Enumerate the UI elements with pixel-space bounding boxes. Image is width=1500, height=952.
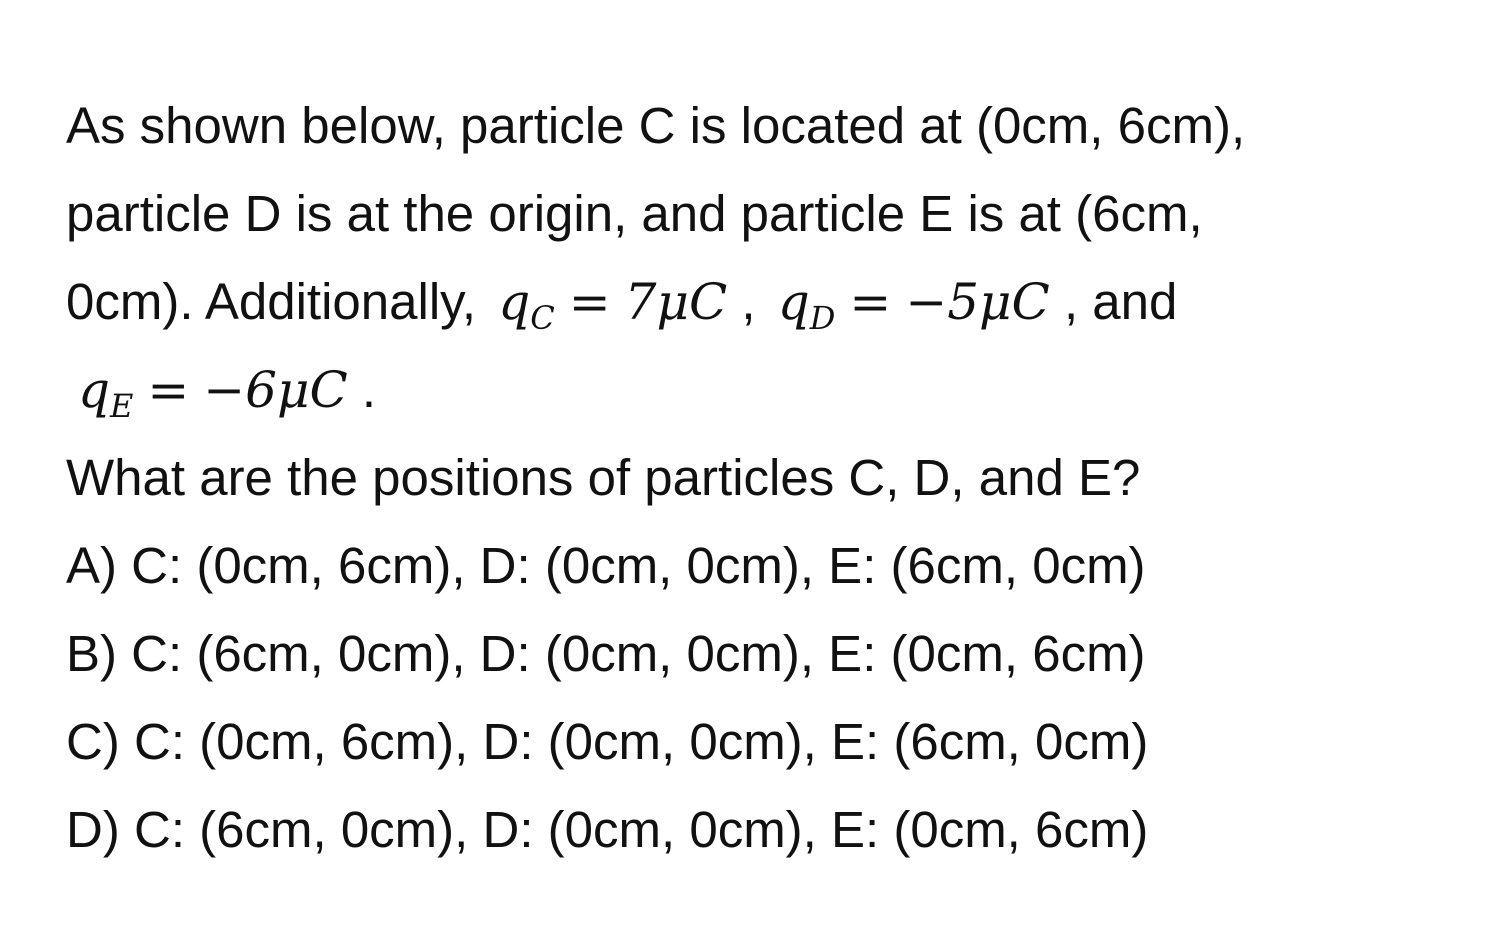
separator-comma: ,: [741, 273, 756, 330]
separator-and: , and: [1063, 273, 1178, 330]
end-punctuation: .: [361, 361, 377, 418]
question-line-3-text: 0cm). Additionally,: [66, 273, 477, 330]
option-b[interactable]: B) C: (6cm, 0cm), D: (0cm, 0cm), E: (0cm, 6cm): [66, 625, 1146, 682]
question-line-4: [66, 346, 1466, 434]
option-d[interactable]: D) C: (6cm, 0cm), D: (0cm, 0cm), E: (0cm, 6cm): [66, 801, 1149, 858]
question-line-1: As shown below, particle C is located at (0cm, 6cm),: [66, 97, 1246, 154]
option-c[interactable]: C) C: (0cm, 6cm), D: (0cm, 0cm), E: (6cm, 0cm): [66, 713, 1149, 770]
charge-c-formula: $q_C = 7\mu C$: [498, 273, 728, 337]
charge-d-formula: $q_D = -5\mu C$: [777, 273, 1050, 337]
question-prompt: What are the positions of particles C, D, and E?: [66, 449, 1141, 506]
question-document: [66, 82, 1466, 874]
option-a[interactable]: A) C: (0cm, 6cm), D: (0cm, 0cm), E: (6cm, 0cm): [66, 537, 1146, 594]
charge-e-formula: $q_E = -6\mu C$: [78, 361, 348, 425]
question-line-2: particle D is at the origin, and particle E is at (6cm,: [66, 185, 1203, 242]
question-line-3: [66, 258, 1466, 346]
